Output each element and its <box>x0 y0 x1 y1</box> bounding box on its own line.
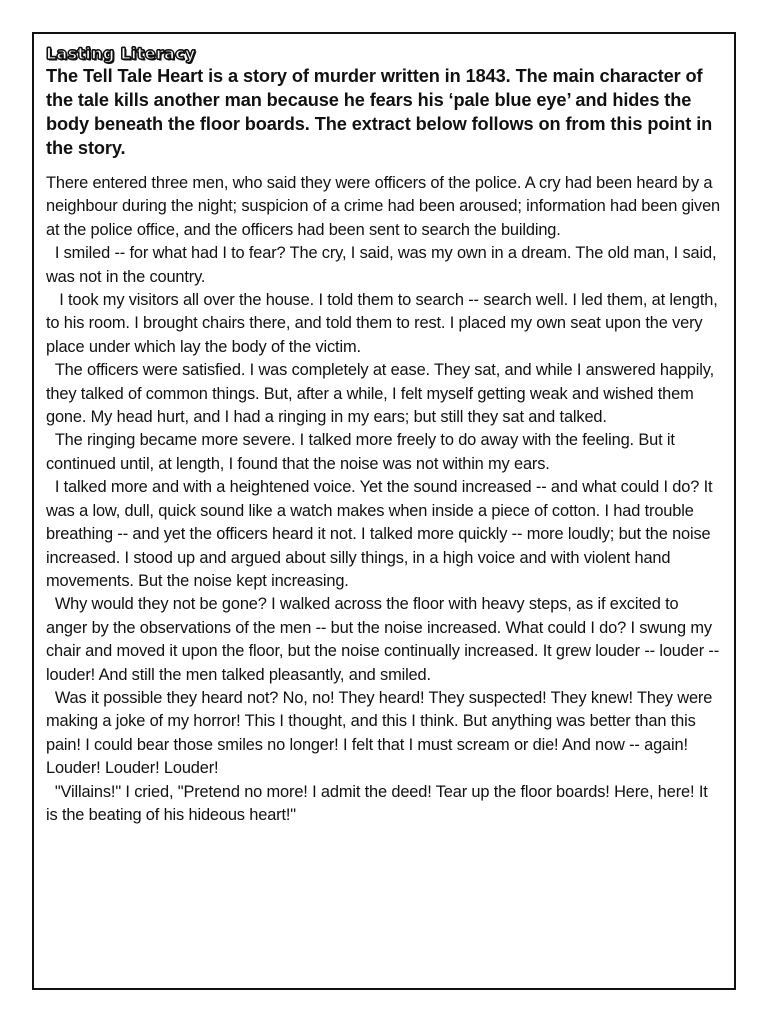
story-paragraph: There entered three men, who said they were officers of the police. A cry had been heard by a neighbour during the night; suspicion of a crime had been aroused; information had been given at the police office, and the officers had been sent to search the building. <box>46 174 725 239</box>
story-paragraph: The ringing became more severe. I talked more freely to do away with the feeling. But it continued until, at length, I found that the noise was not within my ears. <box>46 431 680 473</box>
story-paragraph: I smiled -- for what had I to fear? The cry, I said, was my own in a dream. The old man, I said, was not in the country. <box>46 244 721 286</box>
story-paragraph: The officers were satisfied. I was completely at ease. They sat, and while I answered happily, they talked of common things. But, after a while, I felt myself getting weak and wished them gone. My head hurt, and I had a ringing in my ears; but still they sat and talked. <box>46 361 719 427</box>
section-banner: Lasting Literacy <box>46 44 196 63</box>
story-paragraph: "Villains!" I cried, "Pretend no more! I admit the deed! Tear up the floor boards! Here, here! It is the beating of his hideous heart!" <box>46 782 713 824</box>
story-paragraph: Was it possible they heard not? No, no! They heard! They suspected! They knew! They were making a joke of my horror! This I thought, and this I think. But anything was better than this pain! I could bear those smiles no longer! I felt that I must scream or die! And now -- again! Louder! Louder! Louder! <box>46 688 717 778</box>
story-extract <box>46 172 725 827</box>
story-paragraph: Why would they not be gone? I walked across the floor with heavy steps, as if excited to anger by the observations of the men -- but the noise increased. What could I do? I swung my chair and moved it upon the floor, but the noise continually increased. It grew louder -- louder -- louder! And still the men talked pleasantly, and smiled. <box>46 595 724 684</box>
intro-paragraph: The Tell Tale Heart is a story of murder written in 1843. The main character of the tale kills another man because he fears his ‘pale blue eye’ and hides the body beneath the floor boards. The extract below follows on from this point in the story. <box>46 66 713 158</box>
story-paragraph: I took my visitors all over the house. I told them to search -- search well. I led them, at length, to his room. I brought chairs there, and told them to rest. I placed my own seat upon the very place under which lay the body of the victim. <box>46 291 723 356</box>
story-paragraph: I talked more and with a heightened voice. Yet the sound increased -- and what could I do? It was a low, dull, quick sound like a watch makes when inside a piece of cotton. I had trouble breathing -- and yet the officers heard it not. I talked more quickly -- more loudly; but the noise increased. I stood up and argued about silly things, in a high voice and with violent hand movements. But the noise kept increasing. <box>46 478 717 590</box>
document-frame <box>32 32 736 990</box>
